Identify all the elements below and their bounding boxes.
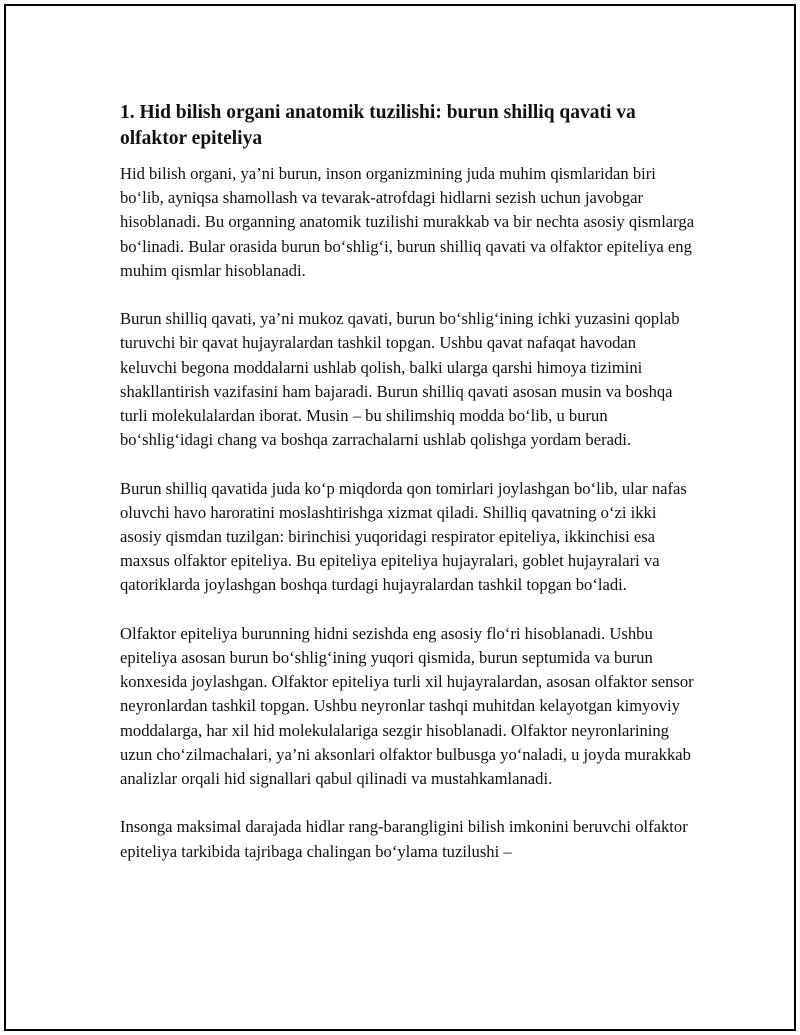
paragraph: Hid bilish organi, ya’ni burun, inson organizmining juda muhim qismlaridan biri bo‘lib, ayniqsa shamollash va tevarak-atrofdagi hidlarni sezish uchun javobgar hisoblanadi. Bu organning anatomik tuzilishi murakkab va bir nechta asosiy qismlarga bo‘linadi. Bular orasida burun bo‘shlig‘i, burun shilliq qavati va olfaktor epiteliya eng muhim qismlar hisoblanadi.: [120, 164, 695, 280]
document-body: [120, 100, 695, 888]
section-heading: 1. Hid bilish organi anatomik tuzilishi: burun shilliq qavati va olfaktor epiteliya: [120, 102, 636, 149]
page-frame: [4, 4, 796, 1031]
paragraph: Burun shilliq qavati, ya’ni mukoz qavati, burun bo‘shlig‘ining ichki yuzasini qoplab turuvchi bir qavat hujayralardan tashkil topgan. Ushbu qavat nafaqat havodan keluvchi begona moddalarni ushlab qolish, balki ularga qarshi himoya tizimini shakllantirish vazifasini ham bajaradi. Burun shilliq qavati asosan musin va boshqa turli molekulalardan iborat. Musin – bu shilimshiq modda bo‘lib, u burun bo‘shlig‘idagi chang va boshqa zarrachalarni ushlab qolishga yordam beradi.: [120, 309, 680, 450]
paragraph: Burun shilliq qavatida juda ko‘p miqdorda qon tomirlari joylashgan bo‘lib, ular nafas oluvchi havo haroratini moslashtirishga xizmat qiladi. Shilliq qavatning o‘zi ikki asosiy qismdan tuzilgan: birinchisi yuqoridagi respirator epiteliya, ikkinchisi esa maxsus olfaktor epiteliya. Bu epiteliya epiteliya hujayralari, goblet hujayralari va qatoriklarda joylashgan boshqa turdagi hujayralardan tashkil topgan bo‘ladi.: [120, 478, 687, 595]
paragraph: Insonga maksimal darajada hidlar rang-barangligini bilish imkonini beruvchi olfaktor epiteliya tarkibida tajribaga chalingan bo‘ylama tuzilushi –: [120, 817, 688, 861]
paragraph: Olfaktor epiteliya burunning hidni sezishda eng asosiy flo‘ri hisoblanadi. Ushbu epiteliya asosan burun bo‘shlig‘ining yuqori qismida, burun septumida va burun konxesida joylashgan. Olfaktor epiteliya turli xil hujayralardan, asosan olfaktor sensor neyronlardan tashkil topgan. Ushbu neyronlar tashqi muhitdan kelayotgan kimyoviy moddalarga, har xil hid molekulalariga sezgir hisoblanadi. Olfaktor neyronlarining uzun cho‘zilmachalari, ya’ni aksonlari olfaktor bulbusga yo‘naladi, u joyda murakkab analizlar orqali hid signallari qabul qilinadi va mustahkamlanadi.: [120, 623, 694, 789]
